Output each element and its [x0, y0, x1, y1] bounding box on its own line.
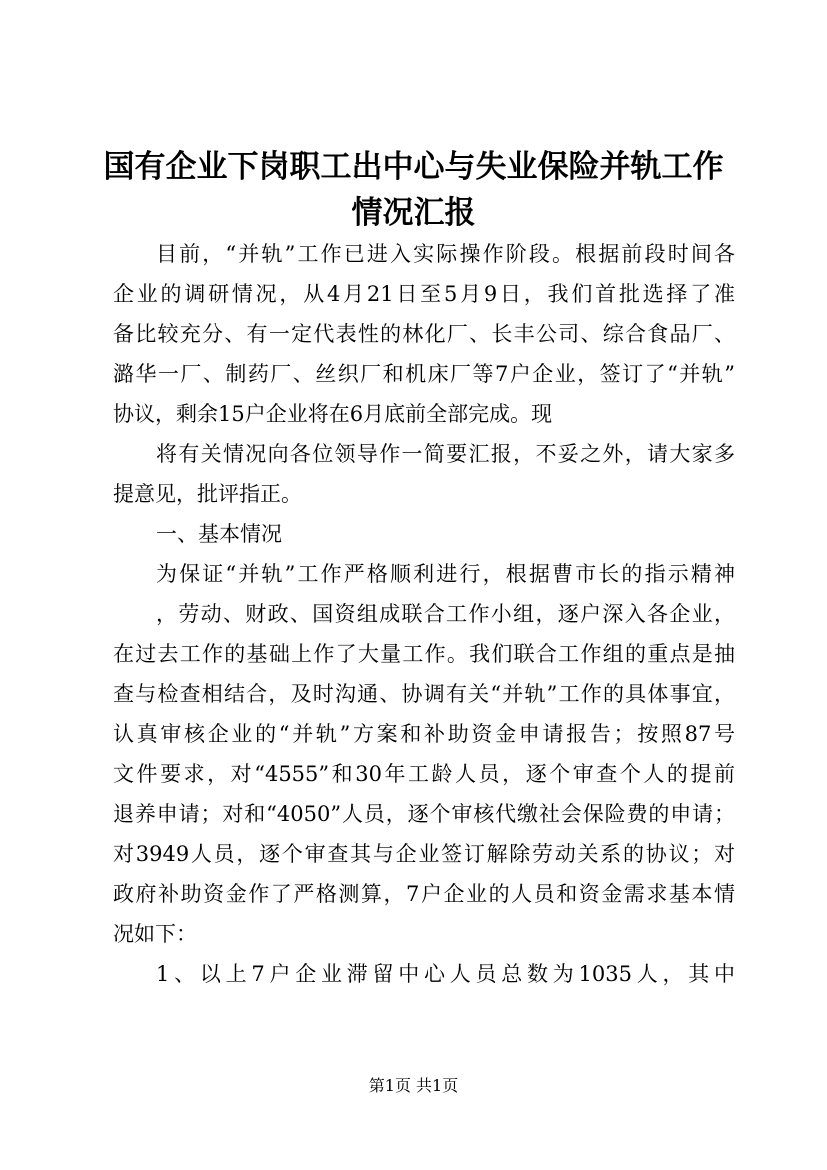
paragraph-line: 为保证“并轨”工作严格顺利进行，根据曹市长的指示精神: [156, 562, 735, 586]
paragraph-line: 在过去工作的基础上作了大量工作。我们联合工作组的重点是抽: [113, 642, 735, 666]
paragraph-line: 目前，“并轨”工作已进入实际操作阶段。根据前段时间各: [156, 242, 735, 266]
section-heading: 一、基本情况: [156, 522, 282, 546]
paragraph-line: 备比较充分、有一定代表性的林化厂、长丰公司、综合食品厂、: [113, 322, 735, 346]
paragraph-line: 政府补助资金作了严格测算，7户企业的人员和资金需求基本情: [113, 882, 735, 906]
paragraph-line: 提意见，批评指正。: [113, 482, 302, 506]
paragraph-line: 企业的调研情况，从4月21日至5月9日，我们首批选择了准: [113, 282, 735, 306]
paragraph-line: 协议，剩余15户企业将在6月底前全部完成。现: [113, 402, 553, 426]
document-body: [113, 234, 735, 994]
paragraph-line: 查与检查相结合，及时沟通、协调有关“并轨”工作的具体事宜，: [113, 682, 735, 706]
paragraph-line: 认真审核企业的“并轨”方案和补助资金申请报告；按照87号: [113, 722, 735, 746]
paragraph-line: 潞华一厂、制药厂、丝织厂和机床厂等7户企业，签订了“并轨”: [113, 362, 735, 386]
document-title-line-1: 国有企业下岗职工出中心与失业保险并轨工作: [103, 149, 724, 185]
paragraph-line: 1、以上7户企业滞留中心人员总数为1035人，其中: [156, 962, 735, 986]
paragraph-line: 况如下：: [113, 922, 197, 946]
page-footer: 第1页 共1页: [368, 1076, 459, 1095]
paragraph-line: 对3949人员，逐个审查其与企业签订解除劳动关系的协议；对: [113, 842, 735, 866]
document-title-line-2: 情况汇报: [351, 195, 476, 231]
paragraph-line: ，劳动、财政、国资组成联合工作小组，逐户深入各企业，: [156, 602, 735, 626]
paragraph-line: 退养申请；对和“4050”人员，逐个审核代缴社会保险费的申请；: [113, 802, 735, 826]
paragraph-line: 将有关情况向各位领导作一简要汇报，不妥之外，请大家多: [156, 442, 735, 466]
paragraph-line: 文件要求，对“4555”和30年工龄人员，逐个审查个人的提前: [113, 762, 735, 786]
